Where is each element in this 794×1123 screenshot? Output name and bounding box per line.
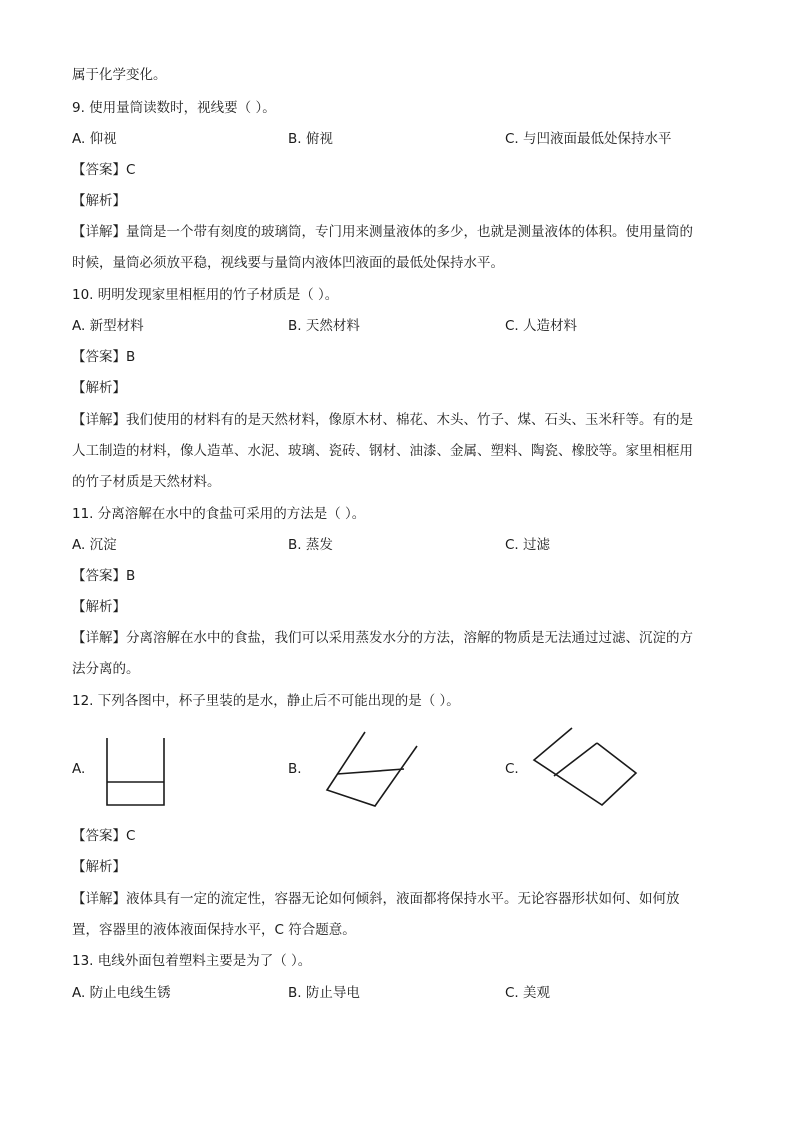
q10-option-c: C. 人造材料: [505, 318, 578, 334]
q11-analysis-label: 【解析】: [72, 599, 126, 615]
q12-analysis-label: 【解析】: [72, 859, 126, 875]
q11-detail-line: 【详解】分离溶解在水中的食盐，我们可以采用蒸发水分的方法，溶解的物质是无法通过过滤、沉淀的方: [72, 630, 693, 646]
question-12: 12. 下列各图中，杯子里装的是水，静止后不可能出现的是（ ）。: [72, 693, 460, 709]
q12-figure-c-tilted-cup-sloped-water: [530, 725, 640, 810]
q12-figure-a-upright-cup: [100, 735, 170, 810]
q10-detail-line: 【详解】我们使用的材料有的是天然材料，像原木材、棉花、木头、竹子、煤、石头、玉米秆等。有的是: [72, 412, 693, 428]
q13-option-b: B. 防止导电: [288, 985, 360, 1001]
question-11: 11. 分离溶解在水中的食盐可采用的方法是（ ）。: [72, 506, 366, 522]
q11-option-c: C. 过滤: [505, 537, 551, 553]
q12-figure-c-label: C.: [505, 761, 519, 777]
q9-option-c: C. 与凹液面最低处保持水平: [505, 131, 672, 147]
q10-option-a: A. 新型材料: [72, 318, 144, 334]
q12-figure-b-label: B.: [288, 761, 302, 777]
q11-option-b: B. 蒸发: [288, 537, 333, 553]
q13-option-c: C. 美观: [505, 985, 551, 1001]
q11-detail-line: 法分离的。: [72, 661, 140, 677]
q9-detail-line: 【详解】量筒是一个带有刻度的玻璃筒，专门用来测量液体的多少，也就是测量液体的体积。使用量筒的: [72, 224, 693, 240]
q9-option-a: A. 仰视: [72, 131, 117, 147]
q9-detail-line: 时候，量筒必须放平稳，视线要与量筒内液体凹液面的最低处保持水平。: [72, 255, 504, 271]
q10-option-b: B. 天然材料: [288, 318, 360, 334]
q12-answer: 【答案】C: [72, 828, 136, 844]
q12-detail-line: 置，容器里的液体液面保持水平，C 符合题意。: [72, 922, 356, 938]
q9-analysis-label: 【解析】: [72, 193, 126, 209]
q12-figure-a-label: A.: [72, 761, 86, 777]
q12-figure-b-tilted-cup-level-water: [320, 728, 420, 810]
q10-answer: 【答案】B: [72, 349, 136, 365]
q10-detail-line: 人工制造的材料，像人造革、水泥、玻璃、瓷砖、钢材、油漆、金属、塑料、陶瓷、橡胶等。家里相框用: [72, 443, 693, 459]
q10-analysis-label: 【解析】: [72, 380, 126, 396]
q10-detail-line: 的竹子材质是天然材料。: [72, 474, 221, 490]
text-line: 属于化学变化。: [72, 67, 167, 83]
question-10: 10. 明明发现家里相框用的竹子材质是（ ）。: [72, 287, 339, 303]
q11-answer: 【答案】B: [72, 568, 136, 584]
question-13: 13. 电线外面包着塑料主要是为了（ ）。: [72, 953, 312, 969]
q13-option-a: A. 防止电线生锈: [72, 985, 171, 1001]
question-9: 9. 使用量筒读数时，视线要（ ）。: [72, 100, 276, 116]
q11-option-a: A. 沉淀: [72, 537, 117, 553]
q12-detail-line: 【详解】液体具有一定的流定性，容器无论如何倾斜，液面都将保持水平。无论容器形状如何、如何放: [72, 891, 680, 907]
q9-answer: 【答案】C: [72, 162, 136, 178]
q9-option-b: B. 俯视: [288, 131, 333, 147]
